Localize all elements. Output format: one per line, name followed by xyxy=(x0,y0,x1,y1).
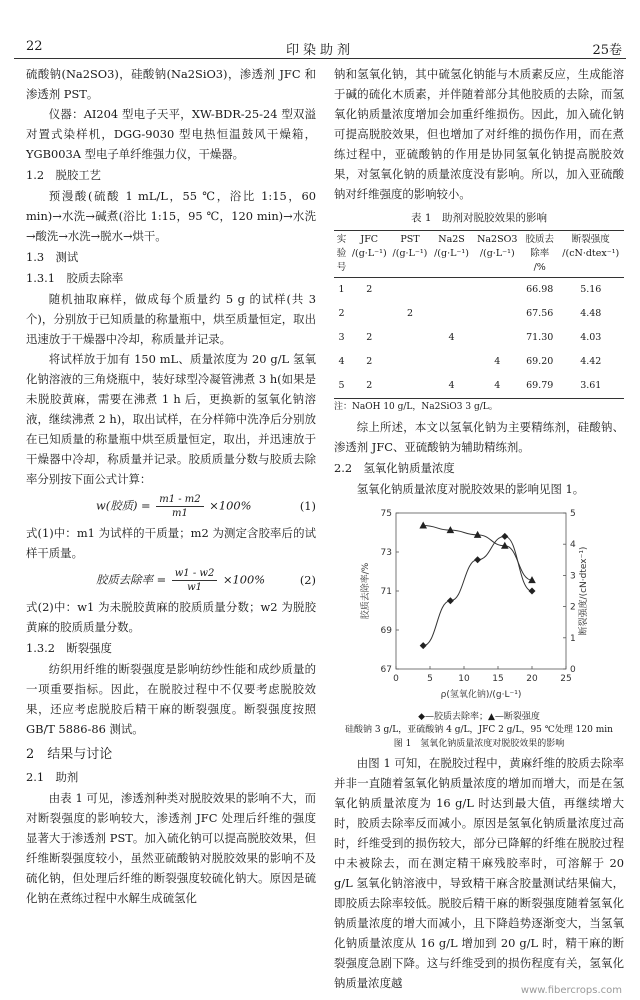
table-cell: 1 xyxy=(338,284,345,295)
table-row xyxy=(334,302,624,326)
paragraph: 由图 1 可知，在脱胶过程中，黄麻纤维的胶质去除率并非一直随着氢氧化钠质量浓度的增加而增大，而是在氢氧化钠质量浓度为 16 g/L 时达到最大值，再继续增大时，胶质去除率反而减小。原因是氢氧化钠质量浓度过高时，纤维受到的损伤较大，部分已降解的纤维在脱胶过程中未被除去，而在测定精干麻残胶率时，可溶解于 20 g/L 氢氧化钠溶液中，导致精干麻含胶量测试结果偏大，即胶质去除率较低。脱胶后精干麻的断裂强度随着氢氧化钠质量浓度的增大而减小，且下降趋势逐渐变大，当氢氧化钠质量浓度从 16 g/L 增加到 20 g/L 时，精干麻的断裂强度急剧下降。这与纤维受到的损伤程度有关，氢氧化钠质量浓度越 xyxy=(334,756,624,990)
paragraph: 纺织用纤维的断裂强度是影响纺纱性能和成纱质量的一项重要指标。因此，在脱胶过程中不仅要考虑脱胶效果，还应考虑脱胶后精干麻的断裂强度。断裂强度按照 GB/T 5886-86 测试。 xyxy=(26,662,316,736)
table-cell xyxy=(390,278,431,303)
paragraph: 随机抽取麻样，做成每个质量约 5 g 的试样(共 3 个)，分别放于已知质量的称量瓶中，烘至质量恒定，取出迅速放于干燥器中冷却，称质量并记录。 xyxy=(26,292,316,346)
table-cell xyxy=(473,302,522,326)
paragraph: 氢氧化钠质量浓度对脱胶效果的影响见图 1。 xyxy=(356,482,585,496)
y-right-tick-label: 5 xyxy=(570,509,576,519)
y-right-tick-label: 1 xyxy=(570,633,576,644)
table-cell: 2 xyxy=(366,332,373,343)
data-point-diamond xyxy=(501,533,508,540)
table-header-cell: PST /(g·L⁻¹) xyxy=(392,234,428,259)
table-cell: 4 xyxy=(338,356,345,367)
table-1 xyxy=(334,230,624,399)
y-left-tick-label: 69 xyxy=(380,626,392,636)
table-cell xyxy=(390,374,431,399)
table-cell xyxy=(473,278,522,303)
y-right-tick-label: 2 xyxy=(570,602,576,613)
right-column xyxy=(334,64,624,993)
data-point-diamond xyxy=(474,556,481,563)
table-cell: 2 xyxy=(366,284,373,295)
table-cell: 2 xyxy=(366,380,373,391)
table-cell: 5 xyxy=(338,380,345,391)
y-left-tick-label: 71 xyxy=(380,587,392,597)
y-left-tick-label: 75 xyxy=(380,509,392,519)
x-tick-label: 20 xyxy=(526,674,538,684)
paragraph-summary: 综上所述，本文以氢氧化钠为主要精练剂，硅酸钠、渗透剂 JFC、亚硫酸钠为辅助精练剂。 xyxy=(334,420,624,454)
table-cell: 69.79 xyxy=(526,380,554,391)
paragraph-instruments: 仪器：AI204 型电子天平，XW-BDR-25-24 型双溢对置式染样机，DGG-9030 型电热恒温鼓风干燥箱，YGB003A 型电子单纤维强力仪，干燥器。 xyxy=(26,107,316,161)
table-row xyxy=(334,350,624,374)
table-cell xyxy=(473,326,522,350)
table-cell: 4 xyxy=(448,332,455,343)
table-cell xyxy=(430,278,472,303)
table-cell: 4 xyxy=(494,380,501,391)
paragraph: 由表 1 可见，渗透剂种类对脱胶效果的影响不大，而对断裂强度的影响较大，渗透剂 JFC 处理后纤维的强度显著大于渗透剂 PST。加入硫化钠可以提高脱胶效果，但纤维断裂强度较小，虽然亚硫酸钠对脱胶效果的影响不及硫化钠，但处理后纤维的断裂强度较硫化钠大。原因是硫化钠在煮练过程中水解生成硫氢化 xyxy=(26,791,316,905)
figure-conditions: 硅酸钠 3 g/L，亚硫酸钠 4 g/L，JFC 2 g/L，95 ℃处理 120 min xyxy=(345,725,613,735)
equation-number: (1) xyxy=(299,499,316,513)
table-cell: 2 xyxy=(406,308,413,319)
table-cell xyxy=(390,350,431,374)
paragraph: 式(1)中：m1 为试样的干质量；m2 为测定含胶率后的试样干质量。 xyxy=(26,526,316,560)
data-point-diamond xyxy=(447,597,454,604)
table-cell: 67.56 xyxy=(526,308,554,319)
y-left-tick-label: 67 xyxy=(380,665,392,675)
subsection-heading: 1.3.2 断裂强度 xyxy=(26,641,112,655)
chart-svg xyxy=(334,501,624,711)
page-number: 22 xyxy=(26,39,43,54)
equation-2: 胶质去除率 = $\frac{w1 - w2}{w1}$ ×100% (2) xyxy=(96,567,316,593)
table-header-cell: Na2SO3 /(g·L⁻¹) xyxy=(477,234,518,259)
paragraph: 钠和氢氧化钠，其中硫氢化钠能与木质素反应，生成能溶于碱的硫化木质素，并伴随着部分其他胶质的去除，而氢氧化钠质量浓度增加会加重纤维损伤。因此，加入硫化钠可提高脱胶效果，但也增加了对纤维的损伤作用，而在煮练过程中，亚硫酸钠的作用是协同氢氧化钠提高脱胶效果，对氢氧化钠的质量浓度没有影响。所以，加入亚硫酸钠对纤维强度的影响较小。 xyxy=(334,67,624,201)
section-heading: 2.2 氢氧化钠质量浓度 xyxy=(334,461,455,475)
y-right-tick-label: 4 xyxy=(570,540,576,551)
x-tick-label: 25 xyxy=(560,674,572,684)
table-cell: 4.48 xyxy=(580,308,602,319)
table-header-cell: 胶质去除率 /% xyxy=(525,234,554,273)
table-header-cell: 断裂强度 /(cN·dtex⁻¹) xyxy=(562,234,620,259)
table-header-cell: JFC /(g·L⁻¹) xyxy=(351,234,387,259)
section-heading: 1.2 脱胶工艺 xyxy=(26,168,102,182)
table-cell xyxy=(390,326,431,350)
table-cell: 4 xyxy=(448,380,455,391)
table-cell: 3.61 xyxy=(580,380,602,391)
table-header-cell: Na2S /(g·L⁻¹) xyxy=(434,234,469,259)
equation-1: w(胶质) = $\frac{m1 - m2}{m1}$ ×100% (1) xyxy=(96,493,316,519)
table-note: 注：NaOH 10 g/L，Na2SiO3 3 g/L。 xyxy=(334,402,498,412)
data-point-triangle xyxy=(419,521,427,528)
y-right-tick-label: 3 xyxy=(570,571,576,582)
chart-legend: ◆—胶质去除率；▲—断裂强度 xyxy=(418,712,540,722)
table-header-cell: 实验号 xyxy=(336,234,347,273)
figure-caption: 图 1 氢氧化钠质量浓度对脱胶效果的影响 xyxy=(393,739,565,749)
table-row xyxy=(334,326,624,350)
y-left-tick-label: 73 xyxy=(380,548,392,558)
data-point-diamond xyxy=(420,642,427,649)
table-cell: 66.98 xyxy=(526,284,554,295)
data-point-diamond xyxy=(529,588,536,595)
paragraph: 式(2)中：w1 为未脱胶黄麻的胶质质量分数；w2 为脱胶黄麻的胶质质量分数。 xyxy=(26,600,316,634)
table-caption: 表 1 助剂对脱胶效果的影响 xyxy=(410,212,548,224)
y-right-axis-label: 断裂强度/(cN·dtex⁻¹) xyxy=(579,546,589,636)
x-tick-label: 15 xyxy=(492,674,504,684)
series-line-diamond xyxy=(423,536,532,645)
table-header-row xyxy=(334,231,624,278)
x-tick-label: 5 xyxy=(427,674,433,684)
table-cell: 4.03 xyxy=(580,332,602,343)
x-tick-label: 0 xyxy=(393,674,399,684)
x-tick-label: 10 xyxy=(458,674,470,684)
paragraph: 将试样放于加有 150 mL、质量浓度为 20 g/L 氢氧化钠溶液的三角烧瓶中，装好球型冷凝管沸煮 3 h(如果是未脱胶黄麻，需要在沸煮 1 h 后，更换新的氢氧化钠溶液，继续沸煮 2 h)，取出试样，在分样筛中洗净后分别放在已知质量的称量瓶中烘至质量恒定，取出，并迅速放于干燥器中冷却，称质量并记录。胶质质量分数与胶质去除率分别按下面公式计算： xyxy=(26,352,316,486)
volume-label: 25卷 xyxy=(592,43,622,58)
table-cell: 69.20 xyxy=(526,356,554,367)
section-heading: 2.1 助剂 xyxy=(26,770,79,784)
equation-number: (2) xyxy=(299,573,316,587)
table-cell xyxy=(349,302,390,326)
section-heading: 2 结果与讨论 xyxy=(26,747,113,762)
section-heading: 1.3 测试 xyxy=(26,250,79,264)
watermark: www.fibercrops.com xyxy=(520,985,622,996)
table-cell: 2 xyxy=(338,308,345,319)
x-axis-label: ρ(氢氧化钠)/(g·L⁻¹) xyxy=(440,690,522,700)
paragraph: 硫酸钠(Na2SO3)，硅酸钠(Na2SiO3)，渗透剂 JFC 和渗透剂 PST。 xyxy=(26,67,316,101)
page-header xyxy=(14,36,626,59)
table-cell xyxy=(430,302,472,326)
y-right-tick-label: 0 xyxy=(570,665,576,675)
table-cell: 4.42 xyxy=(580,356,602,367)
y-left-axis-label: 胶质去除率/% xyxy=(361,562,371,620)
journal-title: 印染助剂 xyxy=(285,43,354,58)
table-cell: 3 xyxy=(338,332,345,343)
left-column xyxy=(26,64,316,908)
table-cell: 71.30 xyxy=(526,332,554,343)
table-cell xyxy=(430,350,472,374)
table-cell: 4 xyxy=(494,356,501,367)
figure-1-chart xyxy=(334,501,624,711)
table-cell: 2 xyxy=(366,356,373,367)
subsection-heading: 1.3.1 胶质去除率 xyxy=(26,271,124,285)
paragraph-process: 预漫酸(硫酸 1 mL/L，55 ℃，浴比 1:15，60 min)→水洗→碱煮(浴比 1:15，95 ℃，120 min)→水洗→酸洗→水洗→脱水→烘干。 xyxy=(26,189,316,243)
table-row xyxy=(334,374,624,399)
table-row xyxy=(334,278,624,303)
table-cell: 5.16 xyxy=(580,284,602,295)
